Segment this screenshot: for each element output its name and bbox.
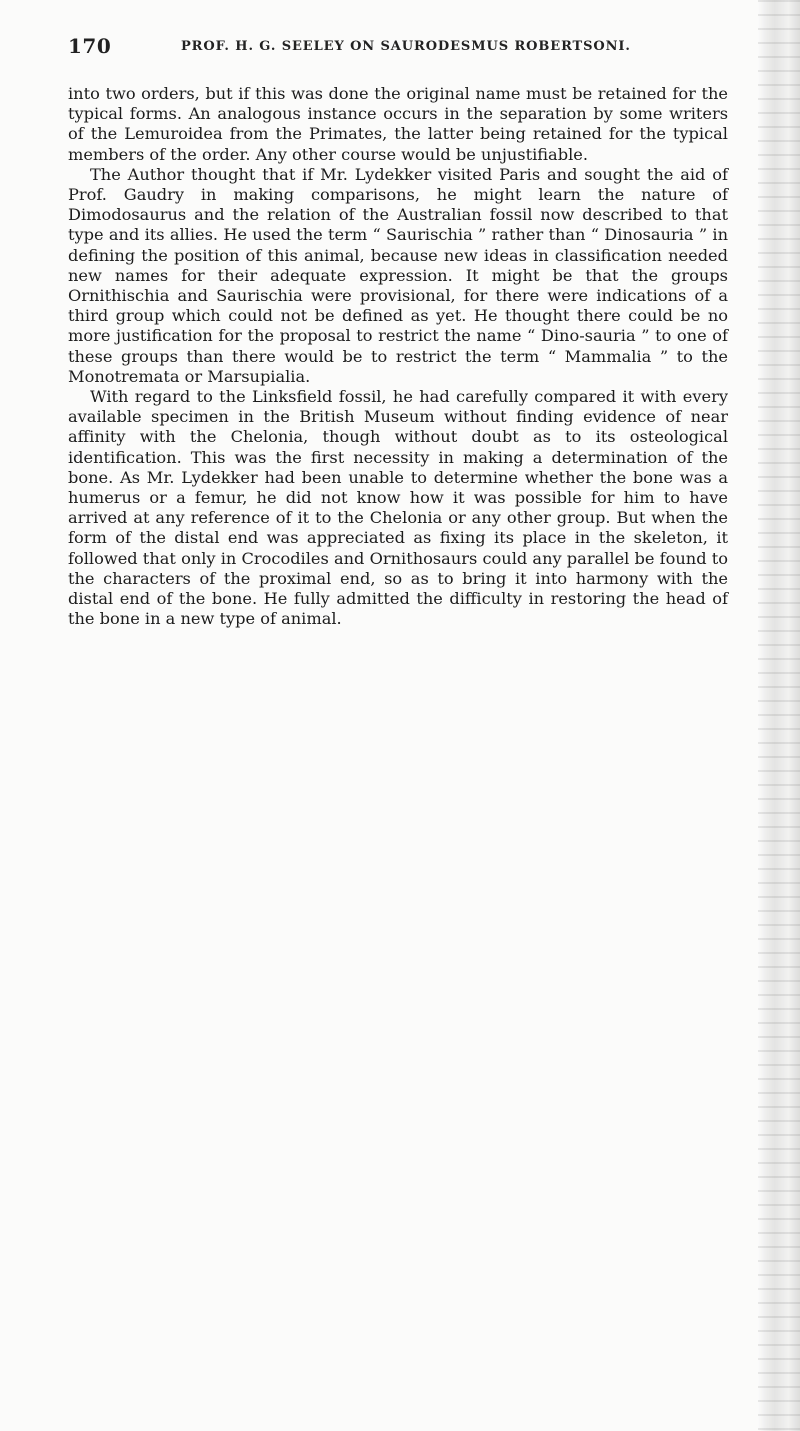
paragraph-1: into two orders, but if this was done the original name must be retained for the typical forms. An analogous instance occurs in the separation by some writers of the Lemuroidea from the Primates, the latter being retained for the typical members of the order. Any other course would be unjustifiable. — [68, 84, 728, 164]
page-header — [68, 34, 728, 58]
page-number: 170 — [68, 34, 112, 58]
article-body — [68, 84, 728, 629]
paragraph-2: The Author thought that if Mr. Lydekker visited Paris and sought the aid of Prof. Gaudry in making comparisons, he might learn the nature of Dimodosaurus and the relation of the Australian fossil now described to that type and its allies. He used the term “ Saurischia ” rather than “ Dinosauria ” in defining the position of this animal, because new ideas in classification needed new names for their adequate expression. It might be that the groups Ornithischia and Saurischia were provisional, for there were indications of a third group which could not be defined as yet. He thought there could be no more justification for the proposal to restrict the name “ Dino-sauria ” to one of these groups than there would be to restrict the term “ Mammalia ” to the Monotremata or Marsupialia. — [68, 164, 728, 386]
paragraph-3: With regard to the Linksfield fossil, he had carefully compared it with every available specimen in the British Museum without finding evidence of near affinity with the Chelonia, though without doubt as to its osteological identification. This was the first necessity in making a determination of the bone. As Mr. Lydekker had been unable to determine whether the bone was a humerus or a femur, he did not know how it was possible for him to have arrived at any reference of it to the Chelonia or any other group. But when the form of the distal end was appreciated as fixing its place in the skeleton, it followed that only in Crocodiles and Ornithosaurs could any parallel be found to the characters of the proximal end, so as to bring it into harmony with the distal end of the bone. He fully admitted the difficulty in restoring the head of the bone in a new type of animal. — [68, 387, 728, 629]
running-head: PROF. H. G. SEELEY ON SAURODESMUS ROBERTSONI. — [181, 39, 631, 54]
right-page-edge-shadow — [758, 0, 800, 1431]
